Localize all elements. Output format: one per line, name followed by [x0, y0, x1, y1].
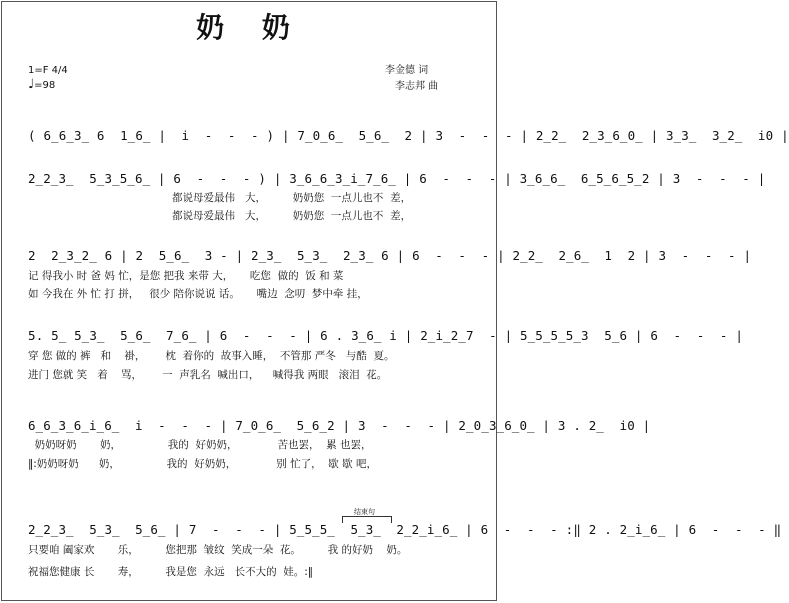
score-line-2: 2̲2̲3̲ 5̲3̲5̲6̲ | 6 - - - ) | 3̲6̲6̲3̲i̲7̲6̲ | 6 - - - | 3̲6̲6̲ 6̲5̲6̲5̲2 | 3 - - - | [28, 171, 766, 186]
lyric-line-3b: 如 今我在 外 忙 打 拼， 很少 陪你说说 话。 嘴边 念叨 梦中牵 挂， [28, 288, 368, 300]
lyric-line-5b: ‖:奶奶呀奶 奶， 我的 好奶奶， 别 忙了， 歇 歇 吧， [28, 458, 377, 470]
lyric-line-4b: 进门 您就 笑 着 骂， 一 声乳名 喊出口， 喊得我 两眼 滚泪 花。 [28, 369, 388, 381]
ending-marker-label: 结束句 [354, 508, 375, 516]
lyricist-credit: 李金德 词 [385, 65, 429, 76]
tempo-marking [28, 78, 55, 93]
score-line-1: ( 6̲6̲3̲ 6 1̲6̲ | i - - - ) | 7̲0̲6̲ 5̲6̲ 2 | 3 - - - | 2̲2̲ 2̲3̲6̲0̲ | 3̲3̲ 3̲2̲ i0 | [28, 128, 789, 143]
score-line-3: 2 2̲3̲2̲ 6 | 2 5̲6̲ 3 - | 2̲3̲ 5̲3̲ 2̲3̲ 6 | 6 - - - | 2̲2̲ 2̲6̲ 1 2 | 3 - - - | [28, 248, 752, 263]
lyric-line-6a: 只要咱 阖家欢 乐， 您把那 皱纹 笑成一朵 花。 我 的好奶 奶。 [28, 544, 408, 556]
lyric-line-2a: 都说母爱最伟 大， 奶奶您 一点儿也不 差， [172, 192, 412, 204]
song-title: 奶 奶 [196, 11, 304, 44]
lyric-line-6b: 祝福您健康 长 寿， 我是您 永远 长不大的 娃。:‖ [28, 566, 314, 578]
tempo-value: =98 [34, 80, 56, 91]
composer-credit: 李志邦 曲 [395, 81, 439, 92]
lyric-line-4a: 穿 您 做的 裤 和 褂， 枕 着你的 故事入睡， 不管那 严冬 与酷 夏。 [28, 350, 395, 362]
lyric-line-2b: 都说母爱最伟 大， 奶奶您 一点儿也不 差， [172, 210, 412, 222]
lyric-line-5a: 奶奶呀奶 奶， 我的 好奶奶， 苦也罢， 累 也罢， [28, 439, 372, 451]
lyric-line-3a: 记 得我小 时 爸 妈 忙，是您 把我 来带 大， 吃您 做的 饭 和 菜 [28, 270, 344, 282]
key-signature: 1=F 4/4 [28, 65, 68, 76]
quarter-note-icon: ♩ [28, 77, 35, 92]
score-line-4: 5. 5̲ 5̲3̲ 5̲6̲ 7̲6̲ | 6 - - - | 6 . 3̲6̲ i | 2̲i̲2̲7 - | 5̲5̲5̲5̲3 5̲6 | 6 - - - | [28, 328, 744, 343]
score-line-5: 6̲6̲3̲6̲i̲6̲ i - - - | 7̲0̲6̲ 5̲6̲2 | 3 - - - | 2̲0̲3̲6̲0̲ | 3 . 2̲ i0 | [28, 418, 651, 433]
score-line-6: 2̲2̲3̲ 5̲3̲ 5̲6̲ | 7 - - - | 5̲5̲5̲ 5̲3̲ 2̲2̲i̲6̲ | 6 - - - :‖ 2 . 2̲i̲6̲ | 6 - - - ‖ [28, 522, 782, 537]
